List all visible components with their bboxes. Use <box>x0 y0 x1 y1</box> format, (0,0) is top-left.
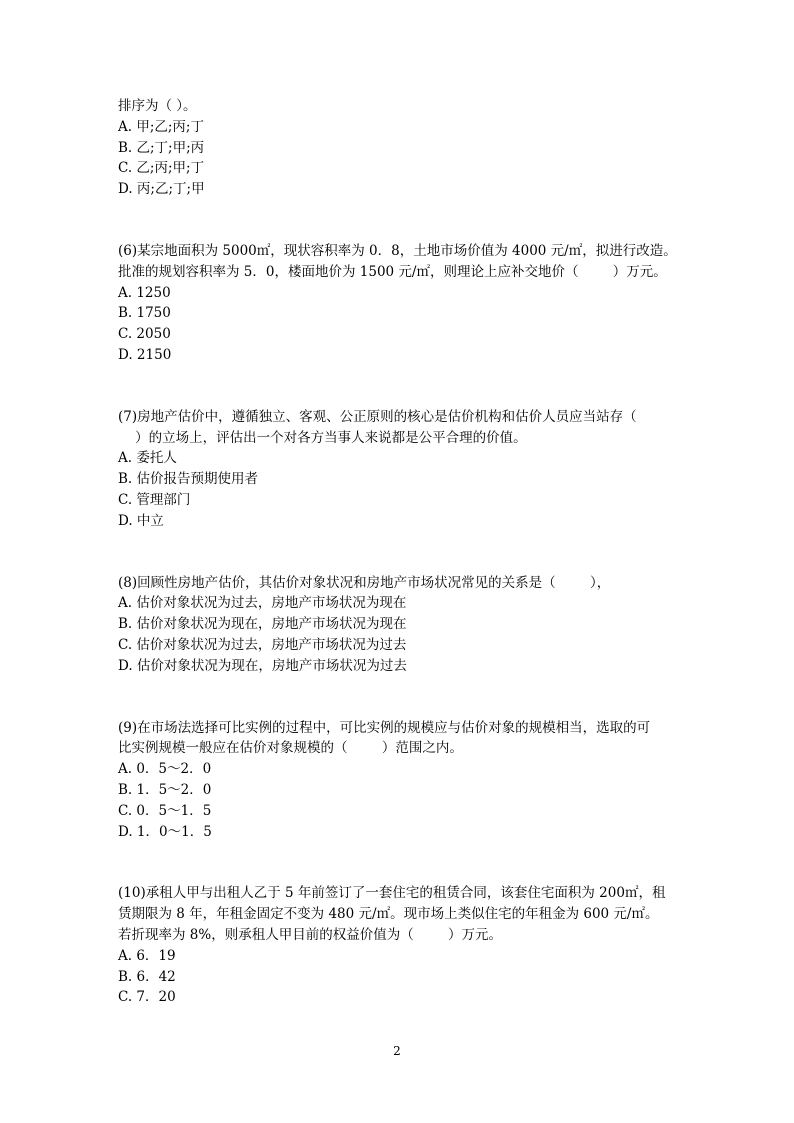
page-number: 2 <box>393 1044 401 1058</box>
option-a: A. 甲;乙;丙;丁 <box>118 118 204 135</box>
question-7 <box>118 407 678 532</box>
option-c: C. 估价对象状况为过去，房地产市场状况为过去 <box>118 636 407 653</box>
question-10 <box>118 883 678 1008</box>
option-a: A. 委托人 <box>118 450 177 467</box>
question-8 <box>118 573 678 677</box>
document-body <box>118 96 678 1049</box>
question-stem-line: 比实例规模一般应在估价对象规模的（ ）范围之内。 <box>118 740 463 757</box>
question-stem-line: 若折现率为 8%，则承租人甲目前的权益价值为（ ）万元。 <box>118 926 503 943</box>
question-stem-line: (8)回顾性房地产估价，其估价对象状况和房地产市场状况常见的关系是（ ）， <box>118 574 611 591</box>
question-5-continued <box>118 96 678 200</box>
question-stem-line: (6)某宗地面积为 5000㎡，现状容积率为 0．8，土地市场价值为 4000 元/㎡，拟进行改造。 <box>118 242 677 259</box>
option-c: C. 管理部门 <box>118 491 191 508</box>
question-stem-line: (7)房地产估价中，遵循独立、客观、公正原则的核心是估价机构和估价人员应当站存（ <box>118 408 637 425</box>
question-stem-line: 批准的规划容积率为 5．0，楼面地价为 1500 元/㎡，则理论上应补交地价（ ）万元。 <box>118 263 667 280</box>
question-stem-line: (9)在市场法选择可比实例的过程中，可比实例的规模应与估价对象的规模相当，选取的可 <box>118 719 651 736</box>
option-d: D. 2150 <box>118 346 172 363</box>
question-stem-line: (10)承租人甲与出租人乙于 5 年前签订了一套住宅的租赁合同，该套住宅面积为 200㎡，租 <box>118 885 666 902</box>
option-b: B. 6．42 <box>118 968 176 985</box>
question-stem-line: 赁期限为 8 年，年租金固定不变为 480 元/㎡。现市场上类似住宅的年租金为 600 元/㎡。 <box>118 906 659 923</box>
option-b: B. 1750 <box>118 305 171 322</box>
option-b: B. 乙;丁;甲;丙 <box>118 139 205 156</box>
option-d: D. 丙;乙;丁;甲 <box>118 181 205 198</box>
option-d: D. 中立 <box>118 512 164 529</box>
option-a: A. 0．5～2．0 <box>118 761 212 778</box>
option-d: D. 1．0～1．5 <box>118 823 212 840</box>
question-stem-line: ）的立场上，评估出一个对各方当事人来说都是公平合理的价值。 <box>118 429 527 446</box>
option-c: C. 2050 <box>118 326 171 343</box>
option-b: B. 估价对象状况为现在，房地产市场状况为现在 <box>118 616 407 633</box>
question-stem-line: 排序为（ ）。 <box>118 98 197 114</box>
option-b: B. 估价报告预期使用者 <box>118 471 259 488</box>
question-9 <box>118 718 678 843</box>
option-a: A. 1250 <box>118 284 171 301</box>
option-b: B. 1．5～2．0 <box>118 781 212 798</box>
question-6 <box>118 241 678 366</box>
option-c: C. 乙;丙;甲;丁 <box>118 160 205 177</box>
option-a: A. 估价对象状况为过去，房地产市场状况为现在 <box>118 595 407 612</box>
option-c: C. 0．5～1．5 <box>118 802 212 819</box>
option-d: D. 估价对象状况为现在，房地产市场状况为过去 <box>118 657 407 674</box>
option-c: C. 7．20 <box>118 989 176 1006</box>
option-a: A. 6．19 <box>118 947 176 964</box>
